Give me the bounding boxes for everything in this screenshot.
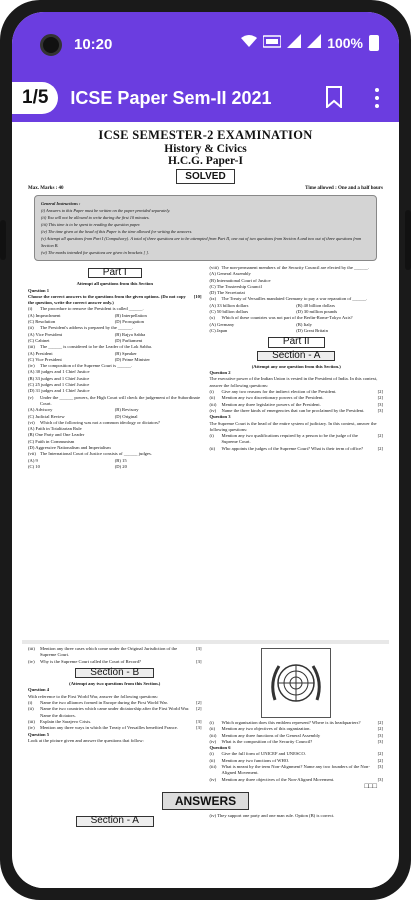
instructions-title: General Instructions :: [41, 201, 81, 206]
page-end-marks: □□□: [364, 781, 377, 790]
q1-ix-options: (A) 33 billion dollars (B) 40 billion dollars (C) 50 billion dollars (D) 30 million pounds: [209, 302, 338, 315]
q4-item: Mention any three ways in which the Treaty of Versailles benefited France.: [40, 725, 178, 731]
q2-item: Give any two reasons for the indirect election of the President.: [221, 389, 337, 395]
un-emblem-icon: [261, 648, 331, 718]
q1-ix: The Treaty of Versailles mandated Germany to pay a war reparation of ______.: [221, 296, 368, 302]
question-2-heading: Question 2: [209, 370, 231, 376]
max-marks: Max. Marks : 40: [28, 186, 64, 191]
part-1-label: Part I: [88, 268, 142, 278]
q4-item: Name the two alliances formed in Europe during the First World War.: [40, 700, 168, 706]
section-a-label: Section - A: [257, 351, 335, 361]
status-time: 10:20: [74, 36, 113, 53]
q2-item: Mention any three legislative powers of the President.: [221, 401, 321, 407]
q1-i: The procedure to remove the President is called ______.: [40, 306, 144, 312]
q6-item: What is meant by the term Non-Alignment? Name any two founders of the Non-Aligned Movement.: [221, 764, 370, 776]
q1-vii: The International Court of Justice consists of ______ judges.: [40, 451, 152, 457]
attempt-all: Attempt all questions from this Section: [76, 281, 153, 287]
pdf-page-1: [22, 128, 389, 656]
left-column: Part I Attempt all questions from this Section Question 1 Choose the correct answers to the questions from the given options. (Do not copy the question, write the correct answer only.) [10] (i) The procedure to remove the President is called ______. (A) Impeachment (B) Interpellation (C) Resolution (D) Prorogation (ii) The President's address is prepared by the ______. (A) Vice President (B) Rajya Sabha (C) Cabinet (D) Parliament (iii) The ______ is considered to be the Leader of the Lok Sabha. (A) President (B) Speaker (C) Vice President (D) Prime Minister (iv) The composition of the Supreme Court is ______. (A) 30 judges and 1 Chief Justice (B) 33 judges and 1 Chief Justice (C) 25 judges and 1 Chief Justice (D) 31 judges and 1 Chief Justice (v) Under the ______ powers, the High Court will check the judgement of the Subordinate Court. (A) Advisory (B) Revisory (C) Judicial Review (D) Original (vi) Which of the following was not a common ideology or dictators? (A) Faith in Totalitarian Rule (B) One Party and One Leader (C) Faith in Communism (D) Aggressive Nationalism and Imperialism (vii) The International Court of Justice consists of ______ judges. (A) 9 (B) 15 (C) 10 (D) 20: [28, 267, 202, 469]
q1-iii: The ______ is considered to be the Leader of the Lok Sabha.: [40, 344, 153, 350]
question-4-heading: Question 4: [28, 687, 50, 693]
answers-heading: ANSWERS: [162, 792, 249, 810]
attempt-one: (Attempt any one question from this Section.): [251, 363, 341, 369]
general-instructions: [34, 195, 377, 261]
q3-item: Why is the Supreme Court called the Court of Record?: [40, 658, 141, 664]
instruction-item: (ii) You will not be allowed to write during the first 10 minutes.: [41, 215, 150, 220]
q5-item: What is the composition of the Security Council?: [221, 738, 313, 744]
side-button: [405, 210, 411, 270]
exam-meta: [22, 186, 389, 191]
question-1-marks: [10]: [193, 293, 202, 299]
q1-iv-options: (A) 30 judges and 1 Chief Justice (B) 33 judges and 1 Chief Justice (C) 25 judges and 1 Chief Justice (D) 31 judges and 1 Chief Justice: [28, 369, 90, 394]
answers-columns: [22, 813, 389, 829]
section-b-label: Section - B: [75, 668, 154, 678]
q1-x-options: (A) Germany (B) Italy (C) Japan (D) Great Britain: [209, 321, 328, 333]
question-3-text: The Supreme Court is the head of the entire system of judiciary. In this context, answer the following questions:: [209, 420, 377, 432]
part-2-label: Part II: [268, 337, 325, 347]
question-6-heading: Question 6: [209, 745, 231, 751]
left-column-2: (iii) Mention any three cases which come under the Original Jurisdiction of the Supreme Court. [3] (iv) Why is the Supreme Court called the Court of Record? [3] Section - B (Attempt any two questions from this Section.) Question 4 With reference to the First World War, answer the following questions: (i) Name the two alliances formed in Europe during the First World War. [2] (ii) Name the two countries which came under dictatorship after the First World War. Name the dictators. [2] (iii) Explain the Sarajevo Crisis. [3] (iv) Mention any three ways in which the Treaty of Versailles benefited France. [3] Question 5 Look at the picture given and answer the questions that follow:: [28, 646, 202, 743]
side-button: [0, 220, 6, 260]
paper-title: H.C.G. Paper-I: [168, 155, 243, 167]
q3-item: Mention any two qualifications required by a person to be the judge of the Supreme Court.: [221, 433, 358, 445]
q4-item: Name the two countries which came under dictatorship after the First World War. Name the dictators.: [40, 706, 190, 718]
instruction-item: (i) Answers to this Paper must be written on the paper provided separately.: [41, 208, 171, 213]
volte-icon: [263, 35, 281, 51]
question-4-text: With reference to the First World War, answer the following questions:: [28, 693, 158, 699]
q1-ii-options: (A) Vice President (B) Rajya Sabha (C) Cabinet (D) Parliament: [28, 331, 146, 343]
wifi-icon: [241, 35, 257, 51]
pdf-viewer[interactable]: [22, 124, 389, 888]
right-column: (viii) The non-permanent members of the Security Council are elected by the ______. (A) General Assembly (B) International Court of Justice (C) The Trusteeship Council (D) The Secretariat (ix) The Treaty of Versailles mandated Germany to pay a war reparation of ______. (A) 33 billion dollars (B) 40 billion dollars (C) 50 billion dollars (D) 30 million pounds (x) Which of these countries was not part of the Berlin-Rome-Tokyo Axis? (A) Germany (B) Italy (C) Japan (D) Great Britain Part II Section - A (Attempt any one question from this Section.) Question 2 The executive power of the Indian Union is vested in the President of India. In this context, answer the following questions: (i) Give any two reasons for the indirect election of the President. [2] (ii) Mention any two discretionary powers of the President. [2] (iii) Mention any three legislative powers of the President. [3] (iv) Name the three kinds of emergencies that can be proclaimed by the President. [3] Question 3 The Supreme Court is the head of the entire system of judiciary. In this context, answer the following questions: (i) Mention any two qualifications required by a person to be the judge of the Supreme Court. [2] (ii) Who appoints the judges of the Supreme Court? What is their term of office? [2]: [209, 265, 383, 451]
right-column-2: (i) Which organisation does this emblem represent? Where is its headquarters? [2] (ii) Mention any two objectives of this organization. [2] (iii) Mention any three functions of the General Assembly [3] (iv) What is the composition of the Security Council? [3] Question 6 (i) Give the full form of UNICEF and UNESCO. [2] (ii) Mention any two functions of WHO. [2] (iii) What is meant by the term Non-Alignment? Name any two founders of the Non-Aligned Movement. [3] (iv) Mention any three objectives of the Non-Aligned Movement. [3] □□□: [210, 646, 384, 789]
app-title: ICSE Paper Sem-II 2021: [70, 87, 272, 108]
instruction-item: (iv) The time given at the head of this Paper is the time allowed for writing the answers.: [41, 229, 193, 234]
question-3-heading: Question 3: [209, 414, 231, 420]
time-allowed: Time allowed : One and a half hours: [305, 186, 383, 191]
app-bar: [12, 74, 399, 122]
solved-badge: SOLVED: [176, 169, 234, 184]
q1-i-options: (A) Impeachment (B) Interpellation (C) Resolution (D) Prorogation: [28, 312, 147, 325]
question-columns: [22, 265, 389, 470]
question-1-heading: Question 1: [28, 287, 50, 293]
question-columns-2: [22, 646, 389, 789]
battery-percent: 100%: [327, 34, 363, 51]
signal-icon-2: [307, 34, 321, 51]
q5-item: Which organisation does this emblem represent? Where is its headquarters?: [221, 720, 361, 725]
more-options-icon[interactable]: [367, 86, 387, 110]
pdf-page-2: [22, 646, 389, 888]
attempt-two: (Attempt any two questions from this Section.): [69, 681, 161, 687]
answer-text: (iv) They support one party and one man rule. Option (B) is correct.: [209, 813, 335, 819]
q3-item: Mention any three cases which come under the Original Jurisdiction of the Supreme Court.: [40, 646, 178, 658]
signal-icon: [287, 34, 301, 51]
q1-x: Which of these countries was not part of the Berlin-Rome-Tokyo Axis?: [221, 315, 353, 321]
q6-item: Give the full form of UNICEF and UNESCO.: [221, 751, 306, 757]
q1-iv: The composition of the Supreme Court is ______.: [40, 363, 133, 369]
instruction-item: (v) Attempt all questions from Part I (Compulsory). A total of three questions are to be attempted from Part II, one out of two questions from Section A and two out of three questions from Section B.: [41, 236, 362, 248]
q1-v-options: (A) Advisory (B) Revisory (C) Judicial Review (D) Original: [28, 407, 139, 419]
q1-v: Under the ______ powers, the High Court will check the judgement of the Subordinate Court.: [40, 394, 200, 406]
status-bar: [12, 12, 399, 74]
answers-section-a-label: Section - A: [76, 816, 154, 826]
question-1-text: Choose the correct answers to the questions from the given options. (Do not copy the question, write the correct answer only.): [28, 293, 186, 306]
q1-viii-options: (A) General Assembly (B) International Court of Justice (C) The Trusteeship Council (D) The Secretariat: [209, 271, 271, 296]
q1-vi-options: (A) Faith in Totalitarian Rule (B) One Party and One Leader (C) Faith in Communism (D) Aggressive Nationalism and Imperialism: [28, 426, 111, 451]
exam-title: ICSE SEMESTER-2 EXAMINATION: [98, 128, 313, 142]
instruction-item: (iii) This time is to be spent in reading the question paper.: [41, 222, 141, 227]
q1-ii: The President's address is prepared by the ______.: [40, 325, 133, 331]
q5-item: Mention any two objectives of this organization.: [221, 726, 311, 732]
instruction-item: (vi) The marks intended for questions are given in brackets [ ].: [41, 250, 149, 255]
q1-viii: The non-permanent members of the Security Council are elected by the ______.: [221, 265, 369, 270]
q1-vi: Which of the following was not a common ideology or dictators?: [40, 419, 160, 425]
battery-icon: [369, 35, 379, 51]
q1-vii-options: (A) 9 (B) 15 (C) 10 (D) 20: [28, 457, 127, 469]
camera-cutout: [40, 34, 62, 56]
status-icons: [241, 34, 379, 51]
question-2-text: The executive power of the Indian Union is vested in the President of India. In this context, answer the following questions:: [209, 376, 378, 388]
q2-item: Mention any two discretionary powers of the President.: [221, 395, 324, 401]
q6-item: Mention any three objectives of the Non-Aligned Movement.: [221, 776, 335, 782]
question-5-text: Look at the picture given and answer the questions that follow:: [28, 737, 144, 743]
page-indicator: 1/5: [12, 82, 58, 114]
q6-item: Mention any two functions of WHO.: [221, 757, 290, 763]
q5-item: Mention any three functions of the General Assembly: [221, 732, 321, 738]
q4-item: Explain the Sarajevo Crisis.: [40, 718, 92, 724]
q2-item: Name the three kinds of emergencies that can be proclaimed by the President.: [221, 407, 365, 413]
bookmark-icon[interactable]: [325, 86, 347, 110]
q3-item: Who appoints the judges of the Supreme Court? What is their term of office?: [221, 445, 364, 451]
question-5-heading: Question 5: [28, 731, 50, 737]
q1-iii-options: (A) President (B) Speaker (C) Vice President (D) Prime Minister: [28, 350, 150, 362]
subject-title: History & Civics: [164, 143, 247, 155]
page-separator: [22, 640, 389, 644]
screen: [12, 12, 399, 888]
